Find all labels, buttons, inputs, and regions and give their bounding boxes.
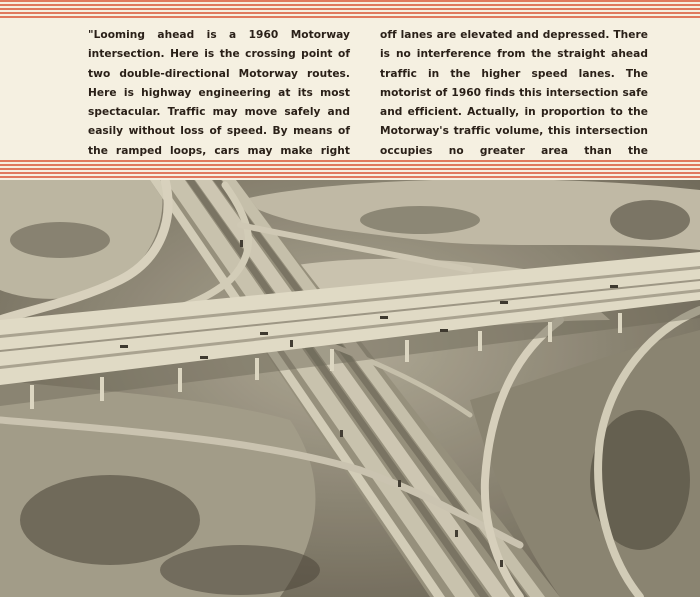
article-text-panel [0,18,700,160]
decorative-stripes-middle [0,160,700,180]
article-column-left: "Looming ahead is a 1960 Motorway intersection. Here is the crossing point of two double-directional Motorway routes. Here is highway engineering at its most spectacular. Traffic may move safely and easily without loss of speed. By means of the ramped loops, cars may make right [88,29,350,157]
intersection-photo [0,180,700,597]
decorative-stripes-top [0,0,700,18]
article-column-right: off lanes are elevated and depressed. There is no interference from the straight ahead traffic in the higher speed lanes. The motorist of 1960 finds this intersection safe and efficient. Actually, in proportion to the Motorway's traffic volume, this intersection occupies no greater area than the [380,29,648,157]
